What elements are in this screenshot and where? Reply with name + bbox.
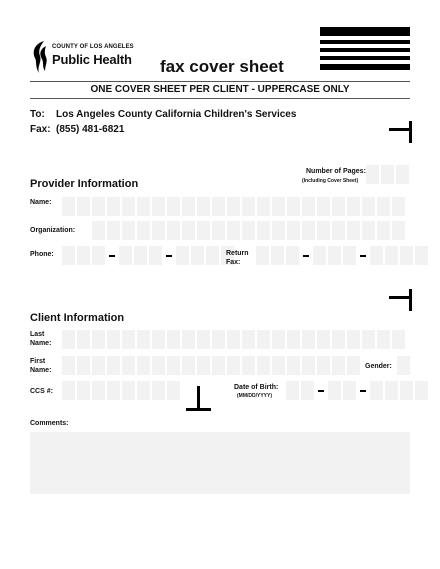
character-box[interactable]	[287, 330, 300, 349]
character-box[interactable]	[370, 246, 383, 265]
registration-mark	[186, 408, 211, 411]
character-box[interactable]	[317, 197, 330, 216]
character-box[interactable]	[167, 221, 180, 240]
barcode-bar	[320, 56, 410, 60]
character-box[interactable]	[377, 330, 390, 349]
character-box[interactable]	[152, 381, 165, 400]
character-box[interactable]	[212, 330, 225, 349]
character-box[interactable]	[415, 381, 428, 400]
organization-input[interactable]	[92, 221, 405, 240]
character-box[interactable]	[347, 197, 360, 216]
provider-name-input[interactable]	[62, 197, 405, 216]
first-name-input[interactable]	[62, 356, 360, 375]
character-box[interactable]	[242, 197, 255, 216]
character-box[interactable]	[182, 356, 195, 375]
character-box[interactable]	[122, 221, 135, 240]
character-box[interactable]	[313, 246, 326, 265]
character-box[interactable]	[271, 246, 284, 265]
character-box[interactable]	[257, 356, 270, 375]
character-box[interactable]	[137, 197, 150, 216]
phone-input[interactable]	[62, 246, 234, 265]
logo-public-health-text: Public Health	[52, 52, 132, 67]
character-box[interactable]	[212, 197, 225, 216]
pages-input[interactable]	[366, 165, 409, 184]
character-box[interactable]	[77, 330, 90, 349]
barcode-bar	[320, 48, 410, 52]
character-box[interactable]	[302, 330, 315, 349]
character-box[interactable]	[286, 381, 299, 400]
character-box[interactable]	[272, 330, 285, 349]
character-box[interactable]	[77, 246, 90, 265]
registration-mark	[389, 128, 411, 131]
character-box[interactable]	[197, 356, 210, 375]
provider-section-title: Provider Information	[30, 178, 139, 190]
character-box[interactable]	[385, 381, 398, 400]
character-box[interactable]	[107, 221, 120, 240]
dob-format: (MM/DD/YYYY)	[237, 393, 272, 399]
character-box[interactable]	[107, 197, 120, 216]
character-box[interactable]	[415, 246, 428, 265]
gender-label: Gender:	[365, 363, 392, 370]
organization-label: Organization:	[30, 227, 76, 234]
character-box[interactable]	[328, 381, 341, 400]
character-box[interactable]	[242, 221, 255, 240]
character-box[interactable]	[191, 246, 204, 265]
dash-separator	[303, 255, 309, 257]
to-label: To:	[30, 109, 45, 120]
registration-mark	[409, 289, 412, 311]
character-box[interactable]	[197, 221, 210, 240]
character-box[interactable]	[332, 330, 345, 349]
last-name-input[interactable]	[62, 330, 405, 349]
page-title: fax cover sheet	[160, 57, 284, 76]
character-box[interactable]	[347, 330, 360, 349]
character-box[interactable]	[227, 197, 240, 216]
character-box[interactable]	[332, 221, 345, 240]
character-box[interactable]	[257, 197, 270, 216]
return-fax-label: Return Fax:	[226, 250, 249, 266]
return-fax-input[interactable]	[256, 246, 428, 265]
character-box[interactable]	[332, 356, 345, 375]
character-box[interactable]	[347, 356, 360, 375]
character-box[interactable]	[92, 246, 105, 265]
character-box[interactable]	[62, 356, 75, 375]
pages-label: Number of Pages:	[306, 168, 366, 175]
logo-county-text: COUNTY OF LOS ANGELES	[52, 44, 134, 50]
dash-separator	[318, 390, 324, 392]
character-box[interactable]	[301, 381, 314, 400]
character-box[interactable]	[317, 356, 330, 375]
character-box[interactable]	[287, 221, 300, 240]
character-box[interactable]	[227, 330, 240, 349]
character-box[interactable]	[317, 330, 330, 349]
character-box[interactable]	[286, 246, 299, 265]
character-box[interactable]	[122, 330, 135, 349]
character-box[interactable]	[272, 221, 285, 240]
character-box[interactable]	[107, 381, 120, 400]
ccs-number-input[interactable]	[62, 381, 180, 400]
character-box[interactable]	[137, 356, 150, 375]
comments-textarea[interactable]	[30, 432, 410, 494]
dash-separator	[166, 255, 172, 257]
character-box[interactable]	[77, 381, 90, 400]
character-box[interactable]	[343, 381, 356, 400]
character-box[interactable]	[152, 221, 165, 240]
registration-mark	[409, 121, 412, 143]
barcode-bar	[320, 27, 410, 36]
dob-label: Date of Birth:	[234, 384, 279, 391]
character-box[interactable]	[107, 356, 120, 375]
character-box[interactable]	[392, 197, 405, 216]
name-label: Name:	[30, 199, 52, 206]
character-box[interactable]	[62, 246, 75, 265]
character-box[interactable]	[400, 246, 413, 265]
character-box[interactable]	[197, 330, 210, 349]
character-box[interactable]	[212, 356, 225, 375]
character-box[interactable]	[119, 246, 132, 265]
pages-sublabel: (Including Cover Sheet)	[302, 178, 359, 184]
dash-separator	[360, 255, 366, 257]
character-box[interactable]	[317, 221, 330, 240]
character-box[interactable]	[92, 197, 105, 216]
character-box[interactable]	[77, 356, 90, 375]
character-box[interactable]	[197, 197, 210, 216]
character-box[interactable]	[122, 381, 135, 400]
ccs-label: CCS #:	[30, 388, 53, 395]
character-box[interactable]	[182, 330, 195, 349]
character-box[interactable]	[92, 356, 105, 375]
character-box[interactable]	[227, 221, 240, 240]
character-box[interactable]	[167, 197, 180, 216]
divider	[30, 98, 410, 99]
character-box[interactable]	[242, 356, 255, 375]
dash-separator	[360, 390, 366, 392]
public-health-logo	[30, 40, 140, 76]
character-box[interactable]	[242, 330, 255, 349]
gender-input[interactable]	[397, 356, 410, 375]
character-box[interactable]	[137, 221, 150, 240]
character-box[interactable]	[176, 246, 189, 265]
character-box[interactable]	[152, 197, 165, 216]
character-box[interactable]	[152, 356, 165, 375]
character-box[interactable]	[62, 197, 75, 216]
last-name-label: Last Name:	[30, 331, 52, 347]
character-box[interactable]	[328, 246, 341, 265]
character-box[interactable]	[287, 197, 300, 216]
barcode-bar	[320, 64, 410, 70]
character-box[interactable]	[77, 197, 90, 216]
character-box[interactable]	[302, 356, 315, 375]
divider	[30, 81, 410, 82]
character-box[interactable]	[400, 381, 413, 400]
character-box[interactable]	[392, 221, 405, 240]
dash-separator	[109, 255, 115, 257]
header-barcode	[320, 27, 410, 71]
character-box[interactable]	[137, 381, 150, 400]
character-box[interactable]	[227, 356, 240, 375]
character-box[interactable]	[122, 356, 135, 375]
character-box[interactable]	[287, 356, 300, 375]
character-box[interactable]	[206, 246, 219, 265]
character-box[interactable]	[257, 221, 270, 240]
character-box[interactable]	[92, 221, 105, 240]
character-box[interactable]	[122, 197, 135, 216]
character-box[interactable]	[257, 330, 270, 349]
character-box[interactable]	[302, 221, 315, 240]
phone-label: Phone:	[30, 251, 54, 258]
character-box[interactable]	[302, 197, 315, 216]
character-box[interactable]	[362, 221, 375, 240]
character-box[interactable]	[377, 221, 390, 240]
character-box[interactable]	[62, 330, 75, 349]
character-box[interactable]	[167, 356, 180, 375]
character-box[interactable]	[256, 246, 269, 265]
character-box[interactable]	[392, 330, 405, 349]
character-box[interactable]	[149, 246, 162, 265]
registration-mark	[389, 296, 411, 299]
character-box[interactable]	[137, 330, 150, 349]
character-box[interactable]	[385, 246, 398, 265]
character-box[interactable]	[343, 246, 356, 265]
fax-label: Fax:	[30, 124, 51, 135]
subtitle: ONE COVER SHEET PER CLIENT - UPPERCASE ONLY	[90, 84, 350, 95]
character-box[interactable]	[347, 221, 360, 240]
character-box[interactable]	[107, 330, 120, 349]
comments-label: Comments:	[30, 420, 69, 427]
character-box[interactable]	[272, 197, 285, 216]
character-box[interactable]	[134, 246, 147, 265]
character-box[interactable]	[167, 330, 180, 349]
character-box[interactable]	[362, 330, 375, 349]
fax-value: (855) 481-6821	[56, 124, 125, 135]
character-box[interactable]	[332, 197, 345, 216]
registration-mark	[197, 386, 200, 410]
character-box[interactable]	[377, 197, 390, 216]
character-box[interactable]	[167, 381, 180, 400]
county-seal-icon	[30, 40, 50, 74]
date-of-birth-input[interactable]	[286, 381, 428, 400]
barcode-bar	[320, 40, 410, 44]
client-section-title: Client Information	[30, 312, 125, 324]
character-box[interactable]	[370, 381, 383, 400]
character-box[interactable]	[62, 381, 75, 400]
character-box[interactable]	[362, 197, 375, 216]
character-box[interactable]	[212, 221, 225, 240]
character-box[interactable]	[182, 197, 195, 216]
character-box[interactable]	[92, 381, 105, 400]
character-box[interactable]	[182, 221, 195, 240]
to-value: Los Angeles County California Children's Services	[56, 109, 297, 120]
first-name-label: First Name:	[30, 358, 52, 374]
character-box[interactable]	[92, 330, 105, 349]
character-box[interactable]	[152, 330, 165, 349]
character-box[interactable]	[272, 356, 285, 375]
